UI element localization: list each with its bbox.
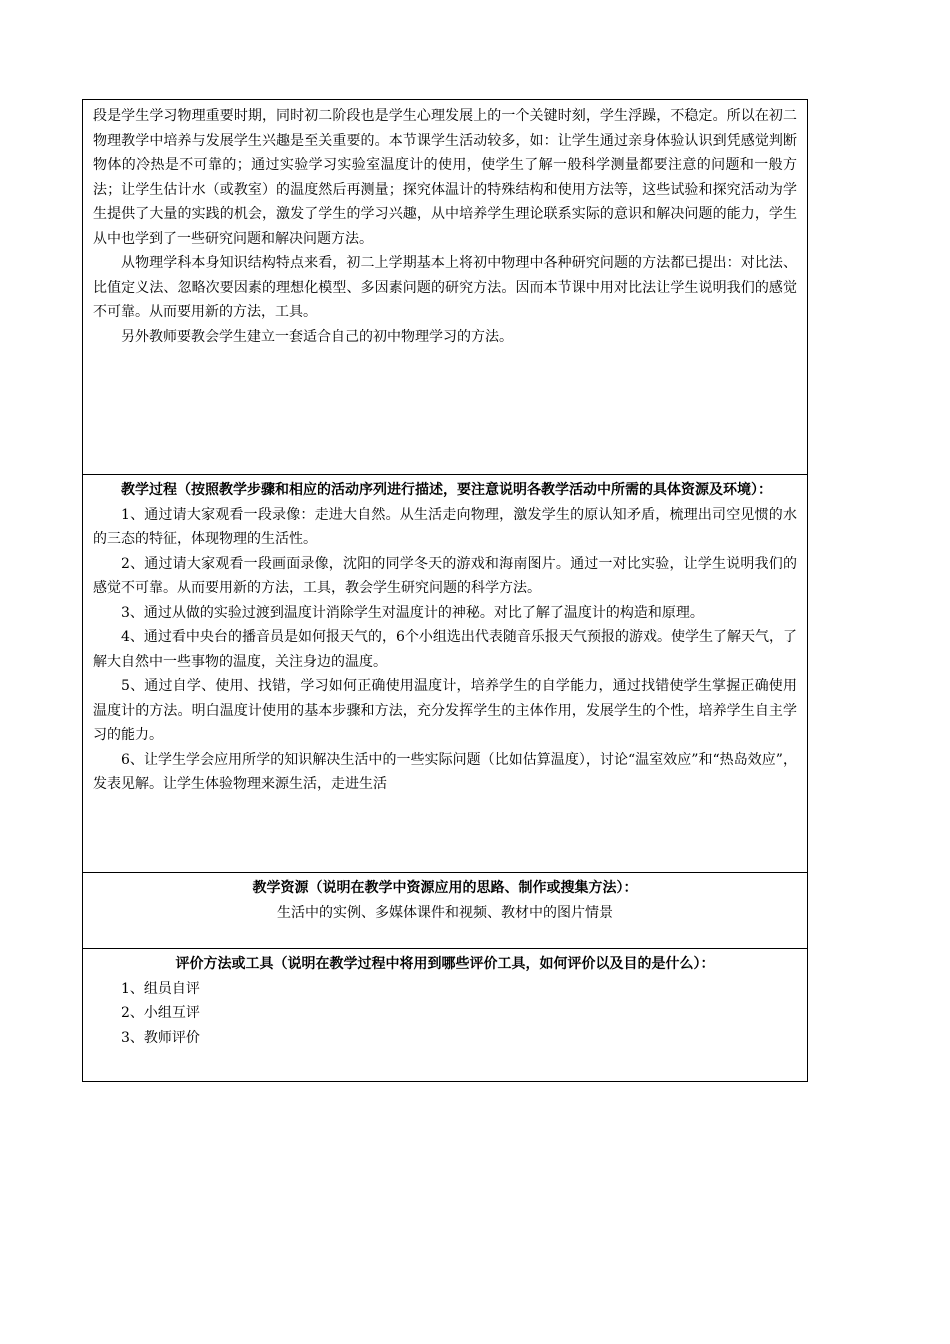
process-step-2: 2、通过请大家观看一段画面录像，沈阳的同学冬天的游戏和海南图片。通过一对比实验，让学生说明我们的感觉不可靠。从而要用新的方法，工具，教会学生研究问题的科学方法。 bbox=[93, 555, 797, 596]
process-step-4: 4、通过看中央台的播音员是如何报天气的，6个小组选出代表随音乐报天气预报的游戏。使学生了解天气，了解大自然中一些事物的温度，关注身边的温度。 bbox=[93, 629, 797, 670]
process-step-5: 5、通过自学、使用、找错，学习如何正确使用温度计，培养学生的自学能力，通过找错使学生掌握正确使用温度计的方法。明白温度计使用的基本步骤和方法，充分发挥学生的主体作用，发展学生的个性，培养学生自主学习的能力。 bbox=[93, 678, 797, 743]
lesson-plan-table bbox=[82, 99, 808, 1082]
teaching-resources-content: 生活中的实例、多媒体课件和视频、教材中的图片情景 bbox=[277, 904, 613, 921]
evaluation-cell bbox=[83, 948, 807, 1081]
analysis-paragraph-1: 段是学生学习物理重要时期，同时初二阶段也是学生心理发展上的一个关键时刻，学生浮躁，不稳定。所以在初二物理教学中培养与发展学生兴趣是至关重要的。本节课学生活动较多，如：让学生通过亲身体验认识到凭感觉判断物体的冷热是不可靠的；通过实验学习实验室温度计的使用，使学生了解一般科学测量都要注意的问题和一般方法；让学生估计水（或教室）的温度然后再测量；探究体温计的特殊结构和使用方法等，这些试验和探究活动为学生提供了大量的实践的机会，激发了学生的学习兴趣，从中培养学生理论联系实际的意识和解决问题的能力，学生从中也学到了一些研究问题和解决问题方法。 bbox=[93, 108, 797, 247]
evaluation-item-2: 2、小组互评 bbox=[121, 1005, 200, 1021]
teaching-process-heading: 教学过程（按照教学步骤和相应的活动序列进行描述，要注意说明各教学活动中所需的具体资源及环境）： bbox=[121, 482, 772, 498]
teaching-process-cell bbox=[83, 474, 807, 872]
analysis-paragraph-3: 另外教师要教会学生建立一套适合自己的初中物理学习的方法。 bbox=[121, 328, 513, 345]
teaching-resources-heading: 教学资源（说明在教学中资源应用的思路、制作或搜集方法）： bbox=[252, 880, 638, 896]
process-step-6: 6、让学生学会应用所学的知识解决生活中的一些实际问题（比如估算温度），讨论“温室效应”和“热岛效应”，发表见解。让学生体验物理来源生活，走进生活 bbox=[93, 751, 797, 792]
analysis-cell bbox=[83, 100, 807, 474]
evaluation-item-3: 3、教师评价 bbox=[121, 1029, 200, 1046]
analysis-paragraph-2: 从物理学科本身知识结构特点来看，初二上学期基本上将初中物理中各种研究问题的方法都已提出：对比法、比值定义法、忽略次要因素的理想化模型、多因素问题的研究方法。因而本节课中用对比法让学生说明我们的感觉不可靠。从而要用新的方法，工具。 bbox=[93, 255, 797, 320]
evaluation-item-1: 1、组员自评 bbox=[121, 980, 200, 997]
process-step-3: 3、通过从做的实验过渡到温度计消除学生对温度计的神秘。对比了解了温度计的构造和原理。 bbox=[121, 604, 704, 621]
process-step-1: 1、通过请大家观看一段录像：走进大自然。从生活走向物理，激发学生的原认知矛盾，梳理出司空见惯的水的三态的特征，体现物理的生活性。 bbox=[93, 506, 797, 547]
evaluation-heading: 评价方法或工具（说明在教学过程中将用到哪些评价工具，如何评价以及目的是什么）： bbox=[175, 956, 715, 972]
teaching-resources-cell bbox=[83, 872, 807, 948]
